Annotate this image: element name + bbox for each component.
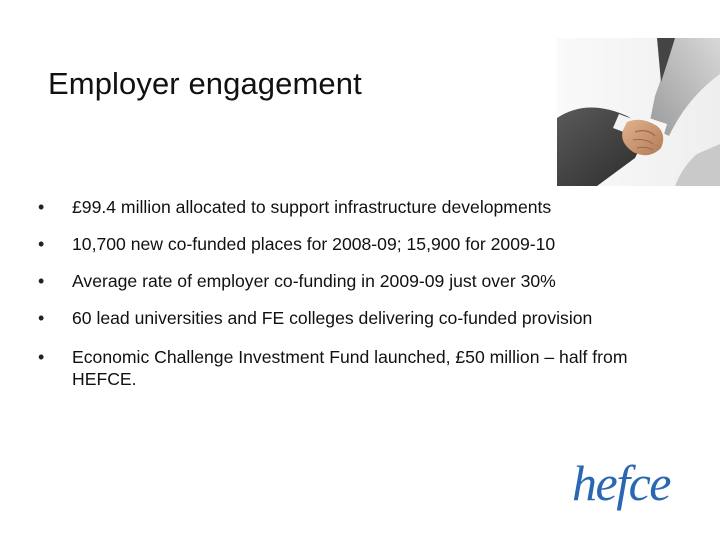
bullet-marker: • <box>38 234 45 254</box>
bullet-text: Average rate of employer co-funding in 2009-09 just over 30% <box>72 271 556 291</box>
bullet-item <box>38 196 688 218</box>
bullet-text: 10,700 new co-funded places for 2008-09; 15,900 for 2009-10 <box>72 234 556 254</box>
bullet-item <box>38 307 688 329</box>
slide-title: Employer engagement <box>48 66 362 101</box>
bullet-text: Economic Challenge Investment Fund launched, £50 million – half from HEFCE. <box>72 347 628 389</box>
bullet-marker: • <box>38 347 45 367</box>
bullet-text: £99.4 million allocated to support infrastructure developments <box>72 197 552 217</box>
handshake-photo <box>557 38 720 186</box>
bullet-marker: • <box>38 197 45 217</box>
bullet-marker: • <box>38 271 45 291</box>
bullet-item <box>38 233 688 255</box>
bullet-item <box>38 270 688 292</box>
bullet-marker: • <box>38 308 45 328</box>
hefce-logo <box>570 448 690 518</box>
bullet-list <box>38 196 688 390</box>
hefce-logo-text: hefce <box>572 455 670 511</box>
bullet-item <box>38 346 688 390</box>
bullet-text: 60 lead universities and FE colleges delivering co-funded provision <box>72 308 593 328</box>
